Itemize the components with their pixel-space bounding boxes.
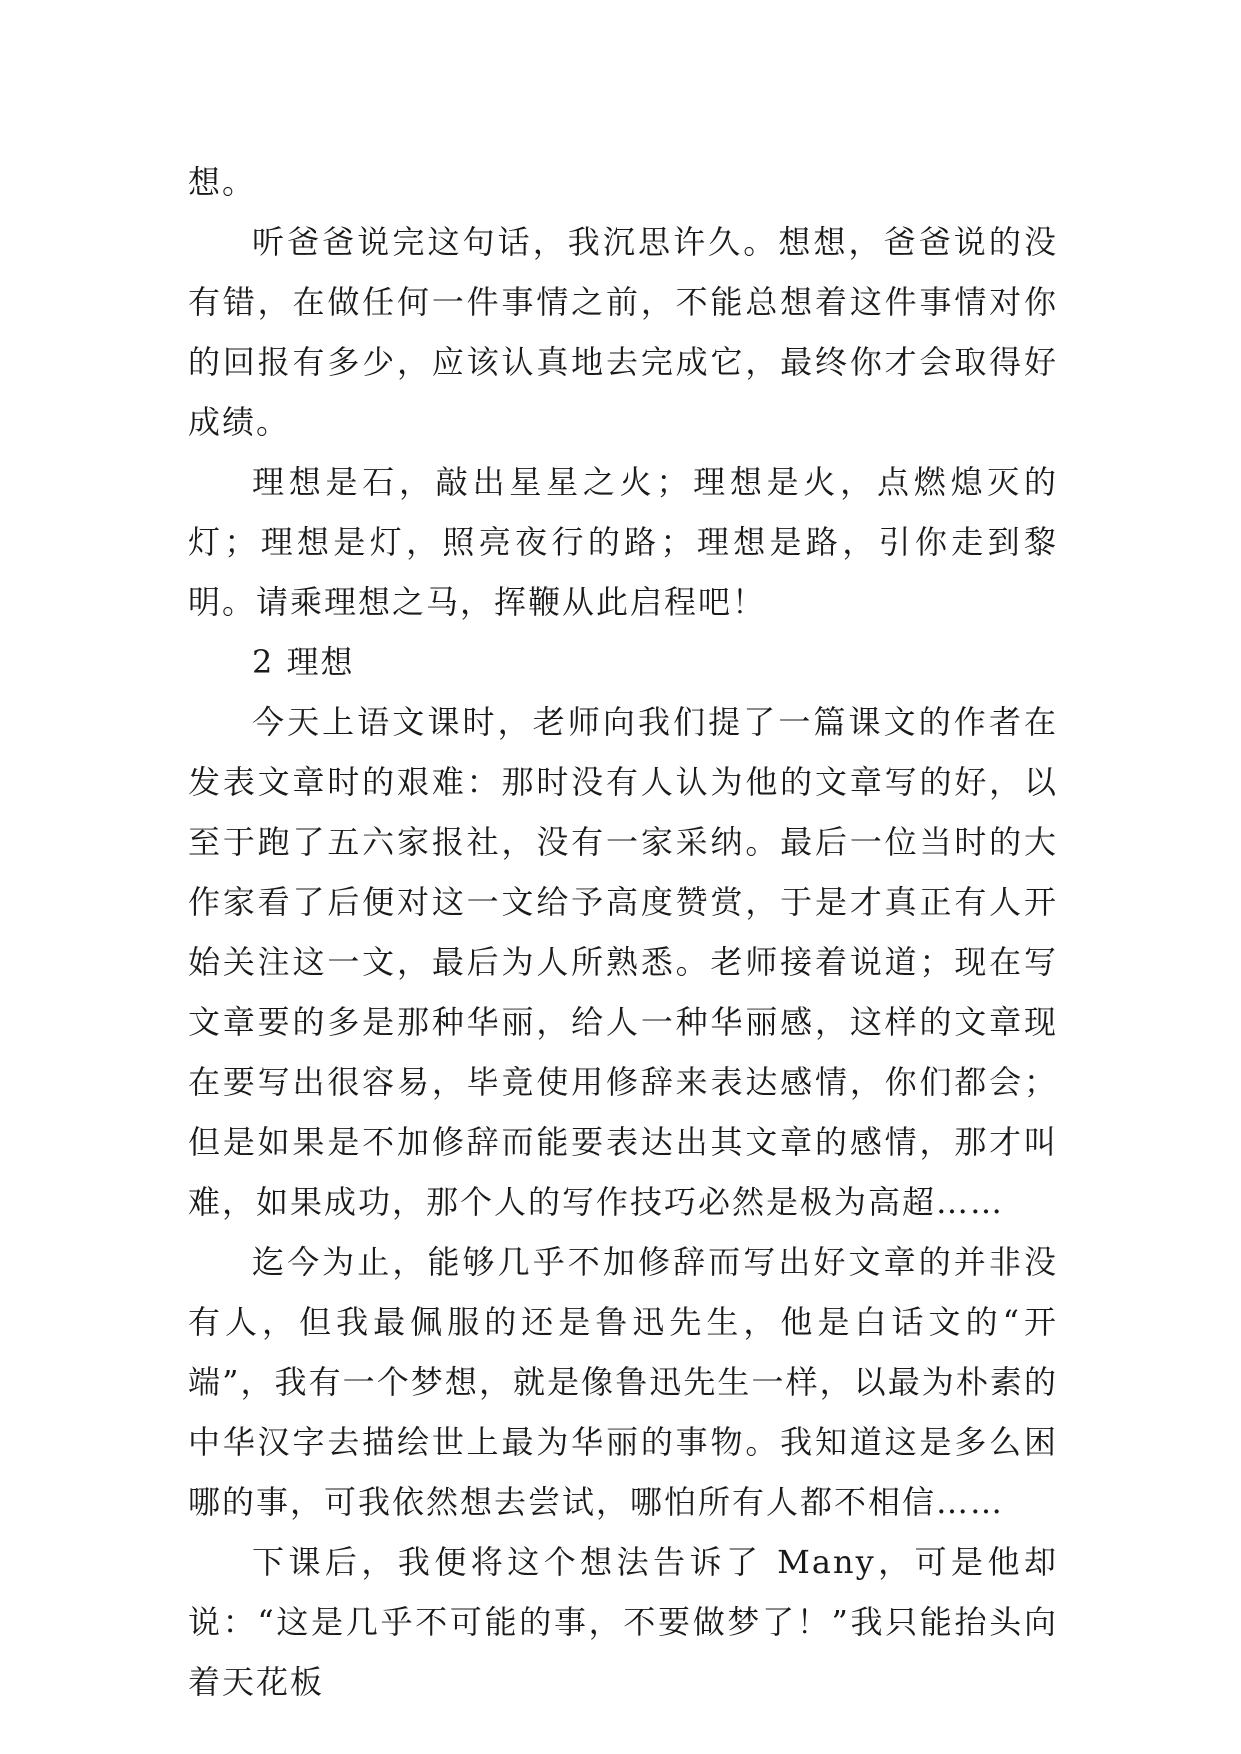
paragraph-5: 迄今为止，能够几乎不加修辞而写出好文章的并非没有人，但我最佩服的还是鲁迅先生，他是白话文的“开端”，我有一个梦想，就是像鲁迅先生一样，以最为朴素的中华汉字去描绘世上最为华丽的事物。我知道这是多么困哪的事，可我依然想去尝试，哪怕所有人都不相信…… <box>188 1243 1058 1521</box>
paragraph-1: 想。 <box>188 163 257 201</box>
section-heading: 2 理想 <box>252 643 355 681</box>
document-body <box>188 152 1058 1712</box>
paragraph-2: 听爸爸说完这句话，我沉思许久。想想，爸爸说的没有错，在做任何一件事情之前，不能总想着这件事情对你的回报有多少，应该认真地去完成它，最终你才会取得好成绩。 <box>188 223 1058 441</box>
paragraph-4: 今天上语文课时，老师向我们提了一篇课文的作者在发表文章时的艰难：那时没有人认为他的文章写的好，以至于跑了五六家报社，没有一家采纳。最后一位当时的大作家看了后便对这一文给予高度赞赏，于是才真正有人开始关注这一文，最后为人所熟悉。老师接着说道；现在写文章要的多是那种华丽，给人一种华丽感，这样的文章现在要写出很容易，毕竟使用修辞来表达感情，你们都会；但是如果是不加修辞而能要表达出其文章的感情，那才叫难，如果成功，那个人的写作技巧必然是极为高超…… <box>188 703 1058 1221</box>
paragraph-3: 理想是石，敲出星星之火；理想是火，点燃熄灭的灯；理想是灯，照亮夜行的路；理想是路，引你走到黎明。请乘理想之马，挥鞭从此启程吧！ <box>188 463 1058 621</box>
paragraph-6: 下课后，我便将这个想法告诉了 Many，可是他却说：“这是几乎不可能的事，不要做梦了！”我只能抬头向着天花板 <box>188 1543 1058 1701</box>
